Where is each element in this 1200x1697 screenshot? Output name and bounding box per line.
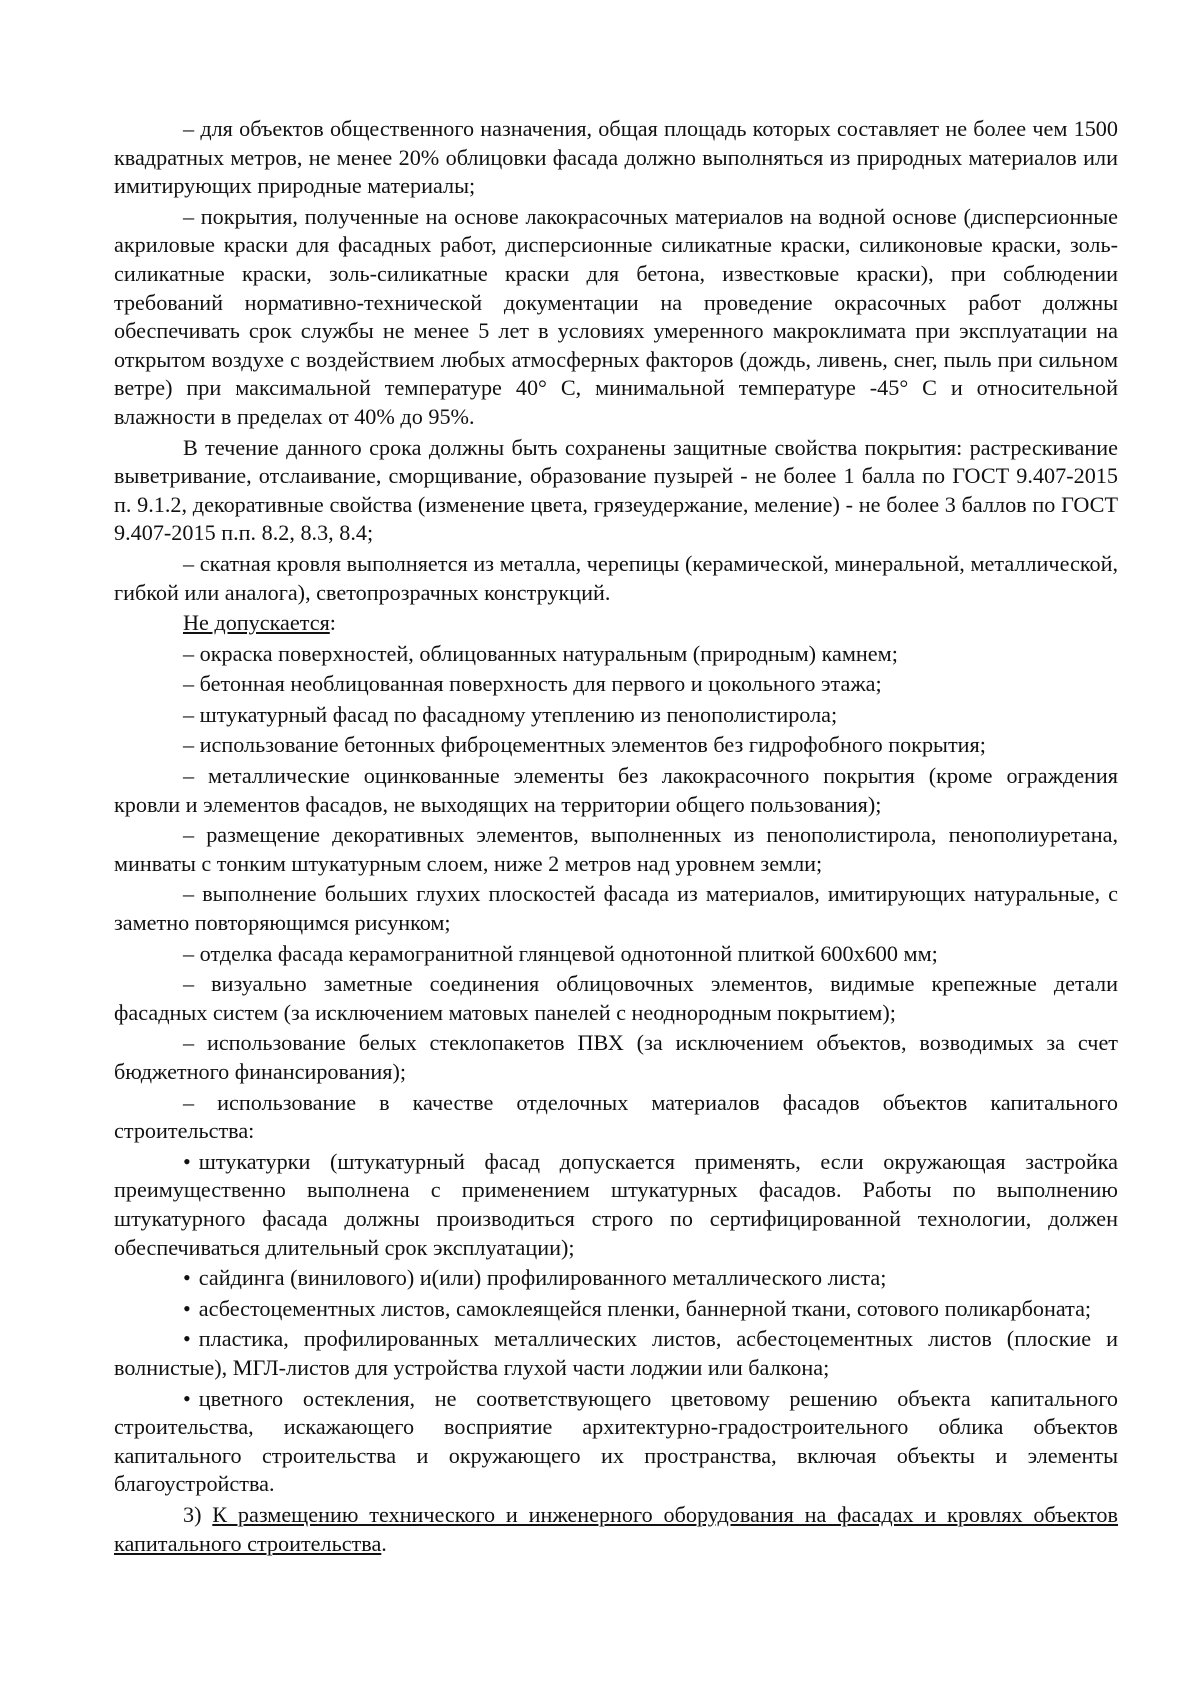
bullet-icon: • <box>183 1148 191 1174</box>
section-3-heading <box>114 1501 1118 1558</box>
section-3-title: К размещению технического и инженерного оборудования на фасадах и кровлях объектов капитального строительства <box>114 1501 1118 1556</box>
list-item: – штукатурный фасад по фасадному утеплению из пенополистирола; <box>183 701 838 727</box>
list-item: – использование бетонных фиброцементных элементов без гидрофобного покрытия; <box>183 732 986 758</box>
paragraph-roof: – скатная кровля выполняется из металла, черепицы (керамической, минеральной, металлической, гибкой или аналога), светопрозрачных конструкций. <box>114 550 1118 605</box>
list-item: – использование белых стеклопакетов ПВХ (за исключением объектов, возводимых за счет бюджетного финансирования); <box>114 1030 1118 1084</box>
bullet-icon: • <box>183 1385 191 1411</box>
list-item: – размещение декоративных элементов, выполненных из пенополистирола, пенополиуретана, минваты с тонким штукатурным слоем, ниже 2 метров над уровнем земли; <box>114 822 1118 876</box>
bullet-icon: • <box>183 1265 191 1291</box>
bullet-icon: • <box>183 1295 191 1321</box>
bullet-icon: • <box>183 1326 191 1352</box>
section-3-number: 3) <box>183 1501 202 1527</box>
document-body <box>114 115 1118 1558</box>
paragraph-public-objects: – для объектов общественного назначения, общая площадь которых составляет не более чем 1500 квадратных метров, не менее 20% облицовки фасада должно выполняться из природных материалов или имитирующих природные материалы; <box>114 116 1118 199</box>
bullet-text: штукатурки (штукатурный фасад допускается применять, если окружающая застройка преимущественно выполнена с применением штукатурных фасадов. Работы по выполнению штукатурного фасада должны производиться строго по сертифицированной технологии, должен обеспечиваться длительный срок эксплуатации); <box>114 1148 1118 1260</box>
list-item: – металлические оцинкованные элементы без лакокрасочного покрытия (кроме ограждения кровли и элементов фасадов, не выходящих на территории общего пользования); <box>114 763 1118 817</box>
list-item: – выполнение больших глухих плоскостей фасада из материалов, имитирующих натуральные, с заметно повторяющимся рисунком; <box>114 881 1118 936</box>
bullet-item <box>114 1264 1118 1293</box>
not-allowed-heading <box>114 609 1118 638</box>
paragraph-coatings: – покрытия, полученные на основе лакокрасочных материалов на водной основе (дисперсионные акриловые краски для фасадных работ, дисперсионные силикатные краски, силиконовые краски, золь-силикатные краски, золь-силикатные краски для бетона, известковые краски), при соблюдении требований нормативно-технической документации на проведение окрасочных работ должны обеспечивать срок службы не менее 5 лет в условиях умеренного макроклимата при эксплуатации на открытом воздухе с воздействием любых атмосферных факторов (дождь, ливень, снег, пыль при сильном ветре) при максимальной температуре 40° С, минимальной температуре -45° С и относительной влажности в пределах от 40% до 95%. <box>114 203 1118 429</box>
not-allowed-heading-text: Не допускается <box>183 610 330 636</box>
bullet-text: сайдинга (винилового) и(или) профилированного металлического листа; <box>198 1265 887 1291</box>
bullet-text: цветного остекления, не соответствующего цветовому решению объекта капитального строительства, искажающего восприятие архитектурно-градостроительного облика объектов капитального строительства и окружающего их пространства, включая объекты и элементы благоустройства. <box>114 1385 1118 1497</box>
list-item: – отделка фасада керамогранитной глянцевой однотонной плиткой 600х600 мм; <box>183 940 938 966</box>
list-item: – бетонная необлицованная поверхность для первого и цокольного этажа; <box>183 671 882 697</box>
paragraph-service-life: В течение данного срока должны быть сохранены защитные свойства покрытия: растрескивание выветривание, отслаивание, сморщивание, образование пузырей - не более 1 балла по ГОСТ 9.407-2015 п. 9.1.2, декоративные свойства (изменение цвета, грязеудержание, меление) - не более 3 баллов по ГОСТ 9.407-2015 п.п. 8.2, 8.3, 8.4; <box>114 434 1118 546</box>
list-item: – визуально заметные соединения облицовочных элементов, видимые крепежные детали фасадных систем (за исключением матовых панелей с неоднородным покрытием); <box>114 971 1118 1025</box>
bullet-item <box>114 1148 1118 1262</box>
bullet-item <box>114 1325 1118 1382</box>
not-allowed-heading-colon: : <box>329 610 336 636</box>
list-item: – использование в качестве отделочных материалов фасадов объектов капитального строительства: <box>114 1089 1118 1144</box>
list-item: – окраска поверхностей, облицованных натуральным (природным) камнем; <box>183 640 898 666</box>
bullet-text: пластика, профилированных металлических листов, асбестоцементных листов (плоские и волнистые), МГЛ-листов для устройства глухой части лоджии или балкона; <box>114 1326 1118 1380</box>
bullet-item <box>114 1295 1118 1324</box>
bullet-item <box>114 1385 1118 1499</box>
bullet-text: асбестоцементных листов, самоклеящейся пленки, баннерной ткани, сотового поликарбоната; <box>198 1295 1092 1321</box>
section-3-period: . <box>381 1530 387 1556</box>
